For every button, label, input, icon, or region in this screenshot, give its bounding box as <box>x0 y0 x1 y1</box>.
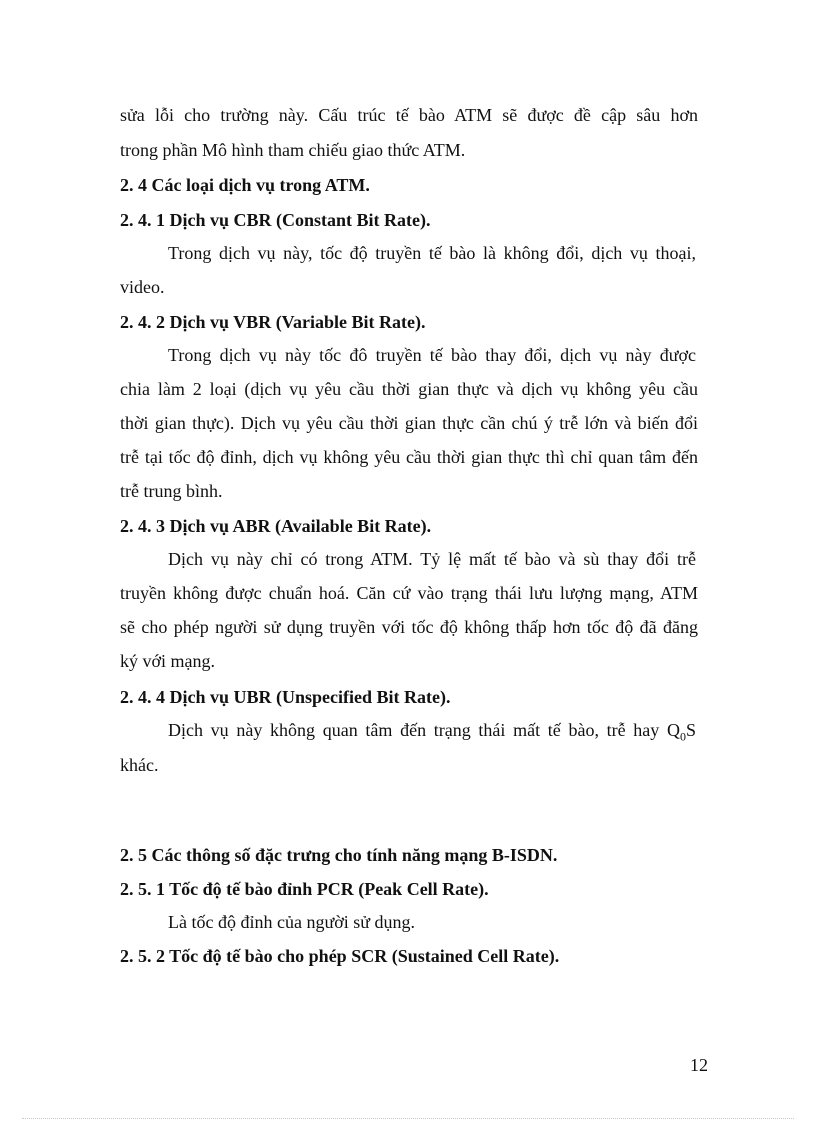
page-bottom-divider <box>22 1118 794 1119</box>
body-text-line: trễ tại tốc độ đỉnh, dịch vụ không yêu cầu thời gian thực thì chỉ quan tâm đến <box>120 447 698 467</box>
body-text-line: sẽ cho phép người sử dụng truyền với tốc độ không thấp hơn tốc độ đã đăng <box>120 617 698 637</box>
body-text-line <box>168 719 696 748</box>
section-heading: 2. 4 Các loại dịch vụ trong ATM. <box>120 175 370 195</box>
body-text-line: Trong dịch vụ này, tốc độ truyền tế bào là không đổi, dịch vụ thoại, <box>168 243 696 263</box>
subsection-heading: 2. 5. 1 Tốc độ tế bào đỉnh PCR (Peak Cell Rate). <box>120 879 489 899</box>
subsection-heading: 2. 4. 1 Dịch vụ CBR (Constant Bit Rate). <box>120 210 431 230</box>
body-text-fragment: Dịch vụ này không quan tâm đến trạng thái mất tế bào, trễ hay Q <box>168 720 680 740</box>
page-number: 12 <box>690 1055 708 1075</box>
body-text-line: trễ trung bình. <box>120 481 223 501</box>
body-text-line: thời gian thực). Dịch vụ yêu cầu thời gian thực cần chú ý trễ lớn và biến đổi <box>120 413 698 433</box>
body-text-line: ký với mạng. <box>120 651 216 671</box>
subsection-heading: 2. 5. 2 Tốc độ tế bào cho phép SCR (Sustained Cell Rate). <box>120 946 560 966</box>
body-text-line: video. <box>120 277 165 297</box>
body-text-line: truyền không được chuẩn hoá. Căn cứ vào trạng thái lưu lượng mạng, ATM <box>120 583 698 603</box>
body-text-fragment: S <box>685 720 696 740</box>
subsection-heading: 2. 4. 4 Dịch vụ UBR (Unspecified Bit Rate). <box>120 687 451 707</box>
subsection-heading: 2. 4. 3 Dịch vụ ABR (Available Bit Rate). <box>120 516 432 536</box>
body-text-line: Trong dịch vụ này tốc đô truyền tế bào thay đổi, dịch vụ này được <box>168 345 696 365</box>
body-text-line: chia làm 2 loại (dịch vụ yêu cầu thời gian thực và dịch vụ không yêu cầu <box>120 379 698 399</box>
subsection-heading: 2. 4. 2 Dịch vụ VBR (Variable Bit Rate). <box>120 312 426 332</box>
subscript-text: 0 <box>679 729 686 744</box>
section-heading: 2. 5 Các thông số đặc trưng cho tính năng mạng B-ISDN. <box>120 845 558 865</box>
body-text-line: trong phần Mô hình tham chiếu giao thức ATM. <box>120 140 466 160</box>
body-text-line: Dịch vụ này chỉ có trong ATM. Tỷ lệ mất tế bào và sù thay đổi trễ <box>168 549 696 569</box>
body-text-line: khác. <box>120 755 159 775</box>
body-text-line: Là tốc độ đỉnh của người sử dụng. <box>168 912 415 932</box>
body-text-line: sửa lỗi cho trường này. Cấu trúc tế bào ATM sẽ được đề cập sâu hơn <box>120 105 698 125</box>
